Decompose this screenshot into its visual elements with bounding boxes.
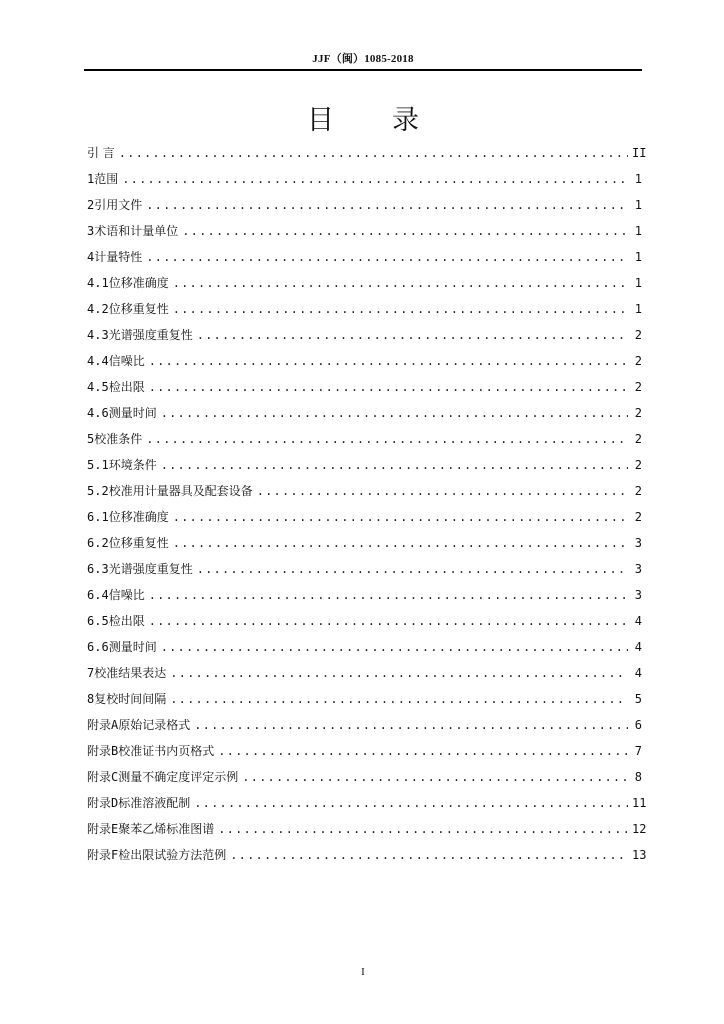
toc-leader: [173, 270, 628, 296]
toc-number: 引: [87, 146, 100, 160]
toc-number: 1: [87, 172, 95, 186]
toc-row-intro[interactable]: [87, 140, 647, 166]
toc-row[interactable]: [87, 374, 642, 400]
toc-leader: [257, 478, 628, 504]
toc-leader: [161, 400, 628, 426]
toc-row[interactable]: [87, 504, 642, 530]
toc-page: 4: [634, 666, 642, 680]
toc-page: 1: [634, 198, 642, 212]
toc-page: 3: [634, 536, 642, 550]
toc-label: 光谱强度重复性: [108, 328, 193, 342]
toc-label: 位移准确度: [108, 510, 169, 524]
toc-row[interactable]: [87, 608, 642, 634]
toc-row[interactable]: [87, 218, 642, 244]
toc-page: 13: [632, 848, 647, 862]
toc-leader: [194, 712, 628, 738]
toc-page: 2: [634, 458, 642, 472]
toc-leader: [173, 504, 628, 530]
toc-number: 4.1: [87, 276, 109, 290]
toc-label: 校准证书内页格式: [118, 744, 215, 758]
toc-leader: [170, 660, 628, 686]
toc-row-appendix[interactable]: [87, 764, 642, 790]
table-of-contents: [87, 140, 647, 868]
toc-row[interactable]: [87, 322, 642, 348]
toc-label: 校准结果表达: [94, 666, 167, 680]
toc-number: 4: [87, 250, 95, 264]
toc-number: 2: [87, 198, 95, 212]
toc-page: 8: [634, 770, 642, 784]
header-rule: [84, 69, 642, 71]
toc-label: 位移重复性: [108, 302, 169, 316]
toc-leader: [173, 296, 628, 322]
toc-label: 测量不确定度评定示例: [118, 770, 239, 784]
toc-page: 4: [634, 640, 642, 654]
toc-row[interactable]: [87, 348, 642, 374]
toc-page: 2: [634, 380, 642, 394]
toc-number: 7: [87, 666, 95, 680]
toc-leader: [170, 686, 628, 712]
toc-number: 4.6: [87, 406, 109, 420]
toc-number: 附录F: [87, 848, 119, 862]
standard-code-header: JJF（闽）1085-2018: [312, 53, 414, 65]
toc-number: 3: [87, 224, 95, 238]
toc-number: 6.6: [87, 640, 109, 654]
toc-label: 检出限: [108, 380, 145, 394]
toc-leader: [230, 842, 628, 868]
toc-page: 2: [634, 484, 642, 498]
toc-number: 附录B: [87, 744, 119, 758]
toc-row-appendix[interactable]: [87, 842, 647, 868]
toc-page: 3: [634, 588, 642, 602]
toc-page: 1: [634, 172, 642, 186]
toc-leader: [218, 738, 628, 764]
toc-leader: [182, 218, 628, 244]
toc-label: 校准条件: [94, 432, 143, 446]
toc-label: 信噪比: [108, 354, 145, 368]
toc-row[interactable]: [87, 244, 642, 270]
toc-page: 3: [634, 562, 642, 576]
toc-number: 5.2: [87, 484, 109, 498]
toc-label: 检出限: [108, 614, 145, 628]
toc-row[interactable]: [87, 452, 642, 478]
toc-number: 5.1: [87, 458, 109, 472]
toc-row-appendix[interactable]: [87, 738, 642, 764]
toc-page: 5: [634, 692, 642, 706]
toc-page: 6: [634, 718, 642, 732]
toc-row[interactable]: [87, 660, 642, 686]
toc-page: II: [632, 146, 647, 160]
toc-label: 计量特性: [94, 250, 143, 264]
toc-number: 5: [87, 432, 95, 446]
toc-page: 2: [634, 406, 642, 420]
toc-leader: [146, 426, 628, 452]
toc-page: 12: [632, 822, 647, 836]
toc-number: 附录E: [87, 822, 119, 836]
toc-label: 检出限试验方法范例: [118, 848, 227, 862]
toc-number: 4.4: [87, 354, 109, 368]
toc-label: 校准用计量器具及配套设备: [108, 484, 253, 498]
toc-leader: [122, 166, 628, 192]
toc-leader: [149, 582, 628, 608]
toc-page: 4: [634, 614, 642, 628]
toc-leader: [242, 764, 628, 790]
toc-label: 测量时间: [108, 406, 157, 420]
toc-label: 言: [102, 146, 115, 160]
toc-label: 位移准确度: [108, 276, 169, 290]
toc-leader: [146, 192, 628, 218]
toc-row[interactable]: [87, 530, 642, 556]
toc-page: 7: [634, 744, 642, 758]
toc-label: 信噪比: [108, 588, 145, 602]
toc-label: 引用文件: [94, 198, 143, 212]
toc-row[interactable]: [87, 296, 642, 322]
toc-number: 4.5: [87, 380, 109, 394]
toc-leader: [149, 608, 628, 634]
toc-leader: [149, 374, 628, 400]
toc-page: 2: [634, 432, 642, 446]
toc-number: 6.4: [87, 588, 109, 602]
toc-page: 2: [634, 510, 642, 524]
toc-number: 4.2: [87, 302, 109, 316]
toc-page: 1: [634, 302, 642, 316]
toc-row[interactable]: [87, 166, 642, 192]
toc-label: 聚苯乙烯标准图谱: [118, 822, 215, 836]
toc-row[interactable]: [87, 426, 642, 452]
toc-page: 2: [634, 328, 642, 342]
toc-leader: [119, 140, 628, 166]
toc-label: 复校时间间隔: [94, 692, 167, 706]
toc-page: 1: [634, 276, 642, 290]
toc-leader: [161, 634, 628, 660]
toc-number: 6.3: [87, 562, 109, 576]
toc-label: 范围: [94, 172, 119, 186]
toc-page: 1: [634, 250, 642, 264]
toc-leader: [149, 348, 628, 374]
toc-number: 附录D: [87, 796, 119, 810]
toc-label: 标准溶液配制: [118, 796, 191, 810]
toc-number: 附录A: [87, 718, 119, 732]
toc-number: 6.5: [87, 614, 109, 628]
toc-leader: [194, 790, 628, 816]
toc-leader: [161, 452, 628, 478]
toc-row-appendix[interactable]: [87, 816, 647, 842]
toc-row[interactable]: [87, 270, 642, 296]
toc-row[interactable]: [87, 478, 642, 504]
toc-row[interactable]: [87, 556, 642, 582]
toc-label: 原始记录格式: [118, 718, 191, 732]
toc-label: 术语和计量单位: [94, 224, 179, 238]
toc-row-appendix[interactable]: [87, 790, 647, 816]
toc-label: 位移重复性: [108, 536, 169, 550]
toc-leader: [173, 530, 628, 556]
toc-page: 11: [632, 796, 647, 810]
toc-row[interactable]: [87, 400, 642, 426]
toc-leader: [197, 322, 628, 348]
toc-number: 4.3: [87, 328, 109, 342]
toc-leader: [218, 816, 628, 842]
toc-label: 光谱强度重复性: [108, 562, 193, 576]
toc-row-appendix[interactable]: [87, 712, 642, 738]
toc-number: 6.1: [87, 510, 109, 524]
toc-number: 附录C: [87, 770, 119, 784]
toc-leader: [197, 556, 628, 582]
toc-row[interactable]: [87, 582, 642, 608]
toc-number: 8: [87, 692, 95, 706]
toc-label: 测量时间: [108, 640, 157, 654]
toc-row[interactable]: [87, 634, 642, 660]
toc-number: 6.2: [87, 536, 109, 550]
toc-label: 环境条件: [108, 458, 157, 472]
page-number: I: [361, 966, 365, 978]
toc-row[interactable]: [87, 686, 642, 712]
toc-page: 2: [634, 354, 642, 368]
toc-row[interactable]: [87, 192, 642, 218]
toc-leader: [146, 244, 628, 270]
toc-page: 1: [634, 224, 642, 238]
page-title: 目录: [307, 105, 477, 136]
